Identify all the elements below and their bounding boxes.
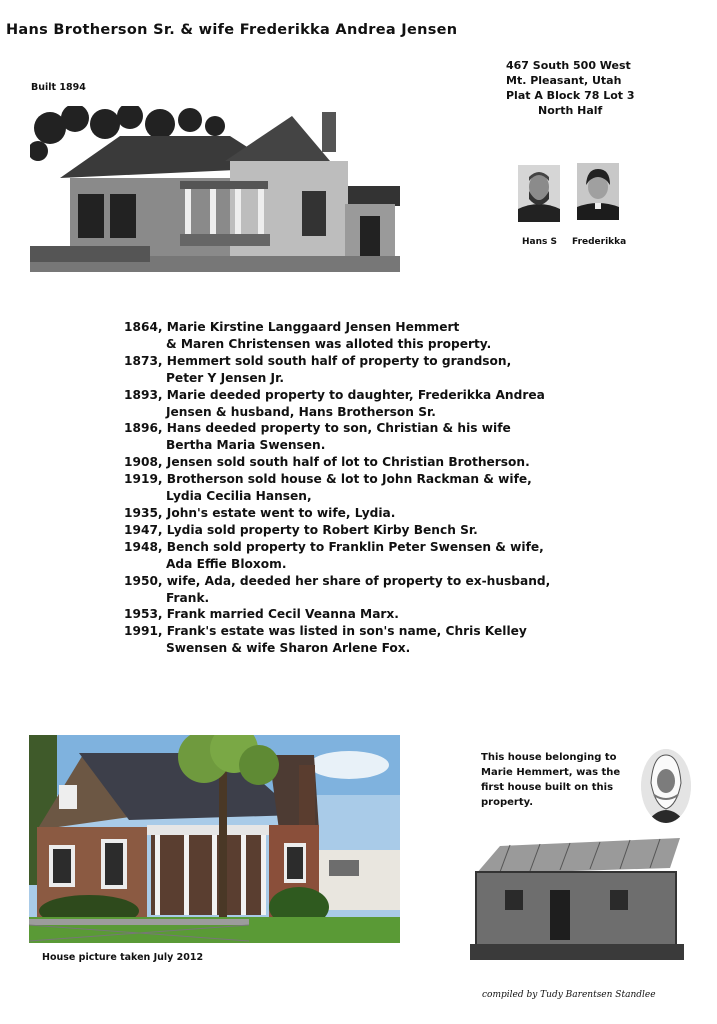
- address-line: Mt. Pleasant, Utah: [506, 74, 622, 87]
- timeline-entry-text: 1948, Bench sold property to Franklin Peter Swensen & wife,: [124, 539, 544, 554]
- timeline-entry-continuation: Bertha Maria Swensen.: [166, 438, 326, 453]
- timeline-entry-text: 1935, John's estate went to wife, Lydia.: [124, 505, 396, 520]
- historic-house-photo: [30, 106, 400, 272]
- timeline-entry: [124, 623, 584, 657]
- house-photo-2012: [29, 735, 400, 943]
- timeline-entry-text: 1873, Hemmert sold south half of property to grandson,: [124, 353, 512, 368]
- timeline-entry-text: 1919, Brotherson sold house & lot to John Rackman & wife,: [124, 472, 532, 487]
- timeline-entry: [124, 539, 584, 573]
- timeline-entry: [124, 387, 584, 421]
- frederikka-portrait-label: Frederikka: [572, 237, 627, 247]
- timeline-entry: [124, 522, 584, 539]
- timeline-entry: [124, 606, 584, 623]
- address-line: Plat A Block 78 Lot 3: [506, 89, 635, 102]
- timeline-entry-text: 1953, Frank married Cecil Veanna Marx.: [124, 607, 399, 622]
- timeline-entry: [124, 471, 584, 505]
- timeline-entry-text: 1893, Marie deeded property to daughter, Frederikka Andrea: [124, 387, 545, 402]
- address-line: 467 South 500 West: [506, 59, 631, 72]
- marie-house-note: This house belonging to Marie Hemmert, was the first house built on this property.: [481, 752, 621, 808]
- timeline-entry-continuation: Peter Y Jensen Jr.: [166, 370, 284, 385]
- frederikka-portrait: [577, 163, 619, 220]
- address-line: North Half: [538, 104, 603, 117]
- built-year-label: Built 1894: [31, 82, 86, 93]
- timeline-entry: [124, 505, 584, 522]
- timeline-entry-text: 1950, wife, Ada, deeded her share of property to ex-husband,: [124, 573, 551, 588]
- marie-hemmert-portrait: [641, 749, 691, 823]
- timeline-entry-continuation: Frank.: [166, 590, 210, 605]
- timeline-entry-text: 1908, Jensen sold south half of lot to Christian Brotherson.: [124, 455, 530, 470]
- timeline-entry: [124, 353, 584, 387]
- address-block: [506, 58, 635, 118]
- timeline-entry: [124, 420, 584, 454]
- timeline-entry-text: 1991, Frank's estate was listed in son's name, Chris Kelley: [124, 624, 527, 639]
- timeline-entry: [124, 573, 584, 607]
- timeline-entry-continuation: & Maren Christensen was alloted this property.: [166, 336, 492, 351]
- photo-caption: House picture taken July 2012: [42, 952, 204, 963]
- hans-portrait-label: Hans S: [522, 237, 557, 247]
- timeline-entry-continuation: Lydia Cecilia Hansen,: [166, 489, 312, 504]
- hans-portrait: [518, 165, 560, 222]
- property-history-list: [124, 319, 584, 657]
- timeline-entry-text: 1947, Lydia sold property to Robert Kirby Bench Sr.: [124, 522, 478, 537]
- original-house-photo: [470, 832, 684, 960]
- timeline-entry-text: 1864, Marie Kirstine Langgaard Jensen Hemmert: [124, 320, 460, 334]
- timeline-entry-continuation: Swensen & wife Sharon Arlene Fox.: [166, 641, 411, 656]
- timeline-entry-continuation: Jensen & husband, Hans Brotherson Sr.: [166, 404, 436, 419]
- timeline-entry-continuation: Ada Effie Bloxom.: [166, 556, 287, 571]
- page-title: Hans Brotherson Sr. & wife Frederikka Andrea Jensen: [6, 22, 458, 38]
- timeline-entry: [124, 454, 584, 471]
- timeline-entry-text: 1896, Hans deeded property to son, Christian & his wife: [124, 421, 511, 436]
- compiled-by-credit: compiled by Tudy Barentsen Standlee: [482, 990, 656, 1000]
- timeline-entry: [124, 319, 584, 353]
